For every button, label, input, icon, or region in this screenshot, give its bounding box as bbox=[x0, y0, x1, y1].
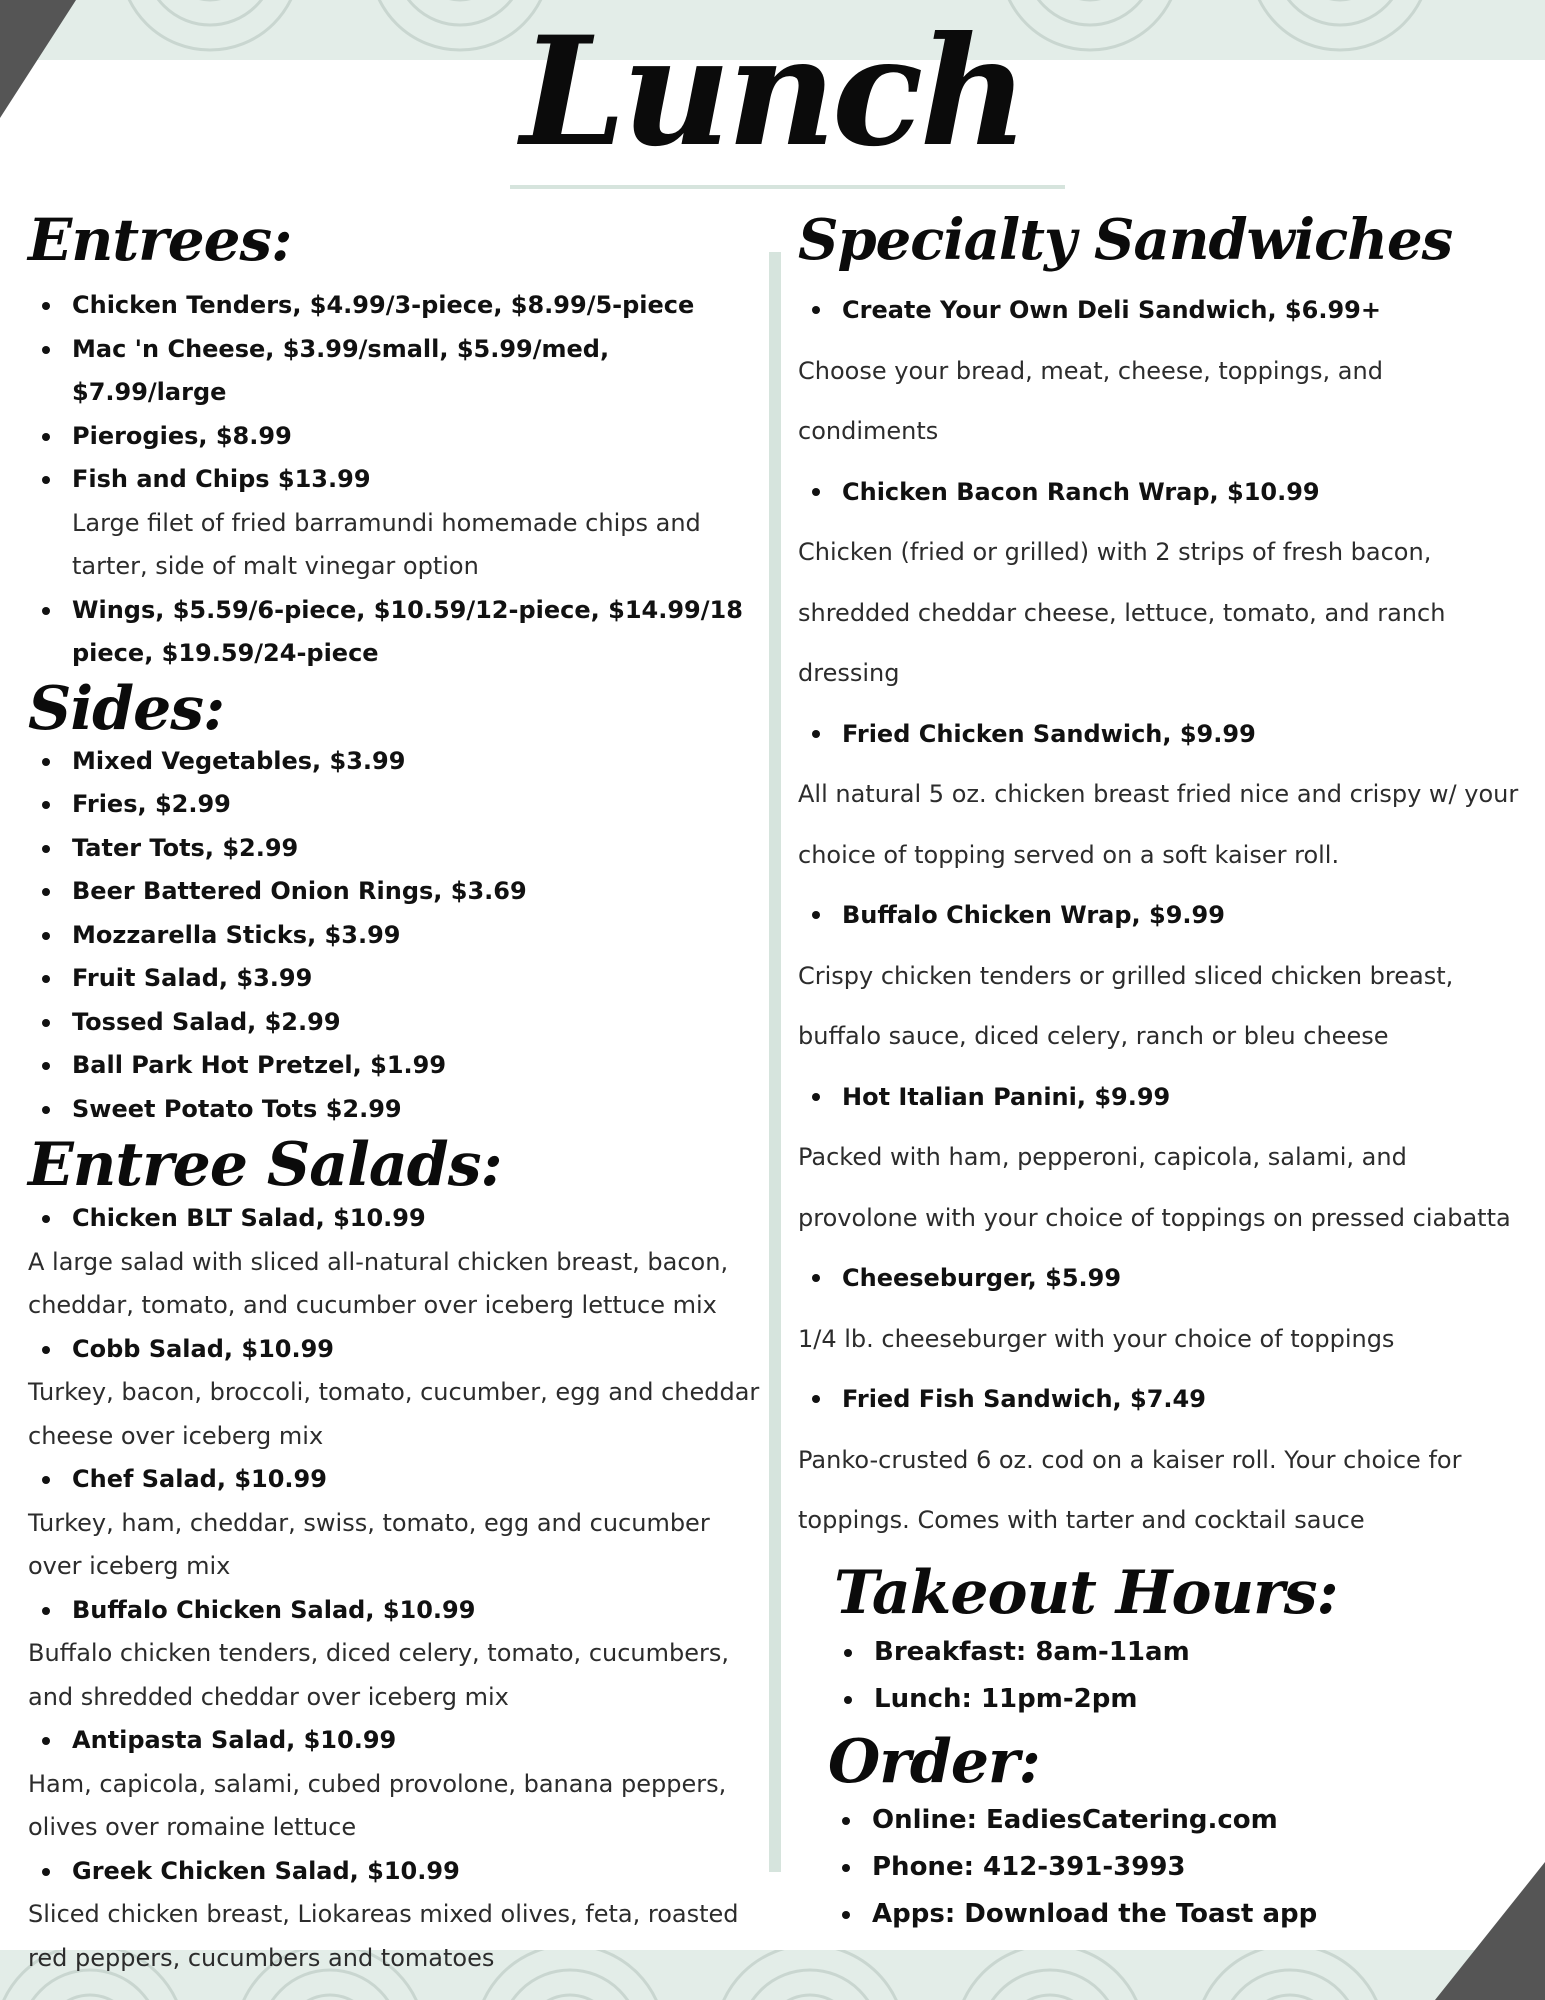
item-description: Crispy chicken tenders or grilled sliced chicken breast, buffalo sauce, diced celery, ranch or bleu cheese bbox=[798, 961, 1454, 1050]
item-description: Packed with ham, pepperoni, capicola, salami, and provolone with your choice of toppings on pressed ciabatta bbox=[798, 1143, 1511, 1232]
entrees-heading: Entrees: bbox=[28, 206, 292, 274]
entree-salads-list bbox=[28, 1719, 768, 1763]
sandwiches-list bbox=[798, 1067, 1523, 1128]
list-item: Breakfast: 8am-11am bbox=[798, 1629, 1523, 1676]
list-item: Tossed Salad, $2.99 bbox=[28, 1001, 768, 1045]
item-description: Large filet of fried barramundi homemade chips and tarter, side of malt vinegar option bbox=[72, 508, 701, 580]
sandwiches-list bbox=[798, 462, 1523, 523]
entrees-section bbox=[28, 200, 768, 676]
left-column bbox=[28, 200, 768, 1980]
takeout-hours-section bbox=[798, 1557, 1523, 1723]
list-item: Buffalo Chicken Salad, $10.99 bbox=[28, 1589, 768, 1633]
entrees-list bbox=[28, 284, 768, 502]
order-list bbox=[798, 1797, 1523, 1938]
list-item: Ball Park Hot Pretzel, $1.99 bbox=[28, 1044, 768, 1088]
list-item: Beer Battered Onion Rings, $3.69 bbox=[28, 870, 768, 914]
item-description: Chicken (fried or grilled) with 2 strips of fresh bacon, shredded cheddar cheese, lettuce, tomato, and ranch dressing bbox=[798, 538, 1446, 687]
item-description: Choose your bread, meat, cheese, toppings, and condiments bbox=[798, 356, 1383, 445]
page-title: Lunch bbox=[520, 4, 1025, 180]
order-apps-item: Apps: Download the Toast app bbox=[798, 1891, 1523, 1938]
list-item: Mixed Vegetables, $3.99 bbox=[28, 740, 768, 784]
list-item: Mozzarella Sticks, $3.99 bbox=[28, 914, 768, 958]
list-item: Chicken Bacon Ranch Wrap, $10.99 bbox=[798, 462, 1523, 523]
entree-salads-heading: Entree Salads: bbox=[28, 1130, 502, 1200]
item-description: All natural 5 oz. chicken breast fried nice and crispy w/ your choice of topping served on a soft kaiser roll. bbox=[798, 780, 1519, 869]
item-description: A large salad with sliced all-natural chicken breast, bacon, cheddar, tomato, and cucumber over iceberg lettuce mix bbox=[28, 1247, 729, 1319]
takeout-hours-heading: Takeout Hours: bbox=[834, 1557, 1338, 1628]
list-item: Fried Chicken Sandwich, $9.99 bbox=[798, 704, 1523, 765]
item-description: Buffalo chicken tenders, diced celery, tomato, cucumbers, and shredded cheddar over iceberg mix bbox=[28, 1639, 730, 1711]
list-item: Tater Tots, $2.99 bbox=[28, 827, 768, 871]
list-item: Fish and Chips $13.99 bbox=[28, 458, 768, 502]
list-item: Fruit Salad, $3.99 bbox=[28, 957, 768, 1001]
list-item: Buffalo Chicken Wrap, $9.99 bbox=[798, 885, 1523, 946]
list-item: Lunch: 11pm-2pm bbox=[798, 1676, 1523, 1723]
column-divider bbox=[769, 252, 781, 1872]
item-description: Panko-crusted 6 oz. cod on a kaiser roll. Your choice for toppings. Comes with tarter and cocktail sauce bbox=[798, 1445, 1462, 1534]
item-description: Ham, capicola, salami, cubed provolone, banana peppers, olives over romaine lettuce bbox=[28, 1769, 727, 1841]
list-item: Cobb Salad, $10.99 bbox=[28, 1328, 768, 1372]
list-item: Antipasta Salad, $10.99 bbox=[28, 1719, 768, 1763]
list-item: Sweet Potato Tots $2.99 bbox=[28, 1088, 768, 1132]
sandwiches-list bbox=[798, 1369, 1523, 1430]
list-item: Wings, $5.59/6-piece, $10.59/12-piece, $14.99/18 piece, $19.59/24-piece bbox=[28, 589, 768, 676]
specialty-sandwiches-heading: Specialty Sandwiches bbox=[798, 207, 1453, 273]
sandwiches-list bbox=[798, 280, 1523, 341]
sandwiches-list bbox=[798, 1248, 1523, 1309]
item-description: Turkey, ham, cheddar, swiss, tomato, egg and cucumber over iceberg mix bbox=[28, 1508, 710, 1580]
entree-salads-list bbox=[28, 1197, 768, 1241]
list-item: Chicken Tenders, $4.99/3-piece, $8.99/5-piece bbox=[28, 284, 768, 328]
list-item: Greek Chicken Salad, $10.99 bbox=[28, 1850, 768, 1894]
entree-salads-section bbox=[28, 1130, 768, 1980]
item-description: Sliced chicken breast, Liokareas mixed olives, feta, roasted red peppers, cucumbers and tomatoes bbox=[28, 1900, 739, 1972]
item-description: 1/4 lb. cheeseburger with your choice of toppings bbox=[798, 1324, 1395, 1353]
list-item: Chicken BLT Salad, $10.99 bbox=[28, 1197, 768, 1241]
entree-salads-list bbox=[28, 1589, 768, 1633]
order-section bbox=[798, 1727, 1523, 1938]
title-underline bbox=[510, 185, 1065, 189]
order-heading: Order: bbox=[828, 1726, 1040, 1797]
takeout-hours-list bbox=[798, 1629, 1523, 1723]
list-item: Chef Salad, $10.99 bbox=[28, 1458, 768, 1502]
right-column bbox=[798, 200, 1523, 1938]
sandwiches-list bbox=[798, 704, 1523, 765]
list-item: Fries, $2.99 bbox=[28, 783, 768, 827]
order-phone-item: Phone: 412-391-3993 bbox=[798, 1844, 1523, 1891]
specialty-sandwiches-section bbox=[798, 200, 1523, 1551]
sandwiches-list bbox=[798, 885, 1523, 946]
order-online-item: Online: EadiesCatering.com bbox=[798, 1797, 1523, 1844]
item-description: Turkey, bacon, broccoli, tomato, cucumber, egg and cheddar cheese over iceberg mix bbox=[28, 1378, 760, 1450]
list-item: Pierogies, $8.99 bbox=[28, 415, 768, 459]
list-item: Fried Fish Sandwich, $7.49 bbox=[798, 1369, 1523, 1430]
list-item: Hot Italian Panini, $9.99 bbox=[798, 1067, 1523, 1128]
list-item: Mac 'n Cheese, $3.99/small, $5.99/med, $7.99/large bbox=[28, 328, 768, 415]
entrees-list-continued bbox=[28, 589, 768, 676]
sides-list bbox=[28, 740, 768, 1132]
list-item: Create Your Own Deli Sandwich, $6.99+ bbox=[798, 280, 1523, 341]
entree-salads-list bbox=[28, 1328, 768, 1372]
entree-salads-list bbox=[28, 1458, 768, 1502]
entree-salads-list bbox=[28, 1850, 768, 1894]
sides-section bbox=[28, 673, 768, 1132]
list-item: Cheeseburger, $5.99 bbox=[798, 1248, 1523, 1309]
sides-heading: Sides: bbox=[28, 673, 225, 744]
